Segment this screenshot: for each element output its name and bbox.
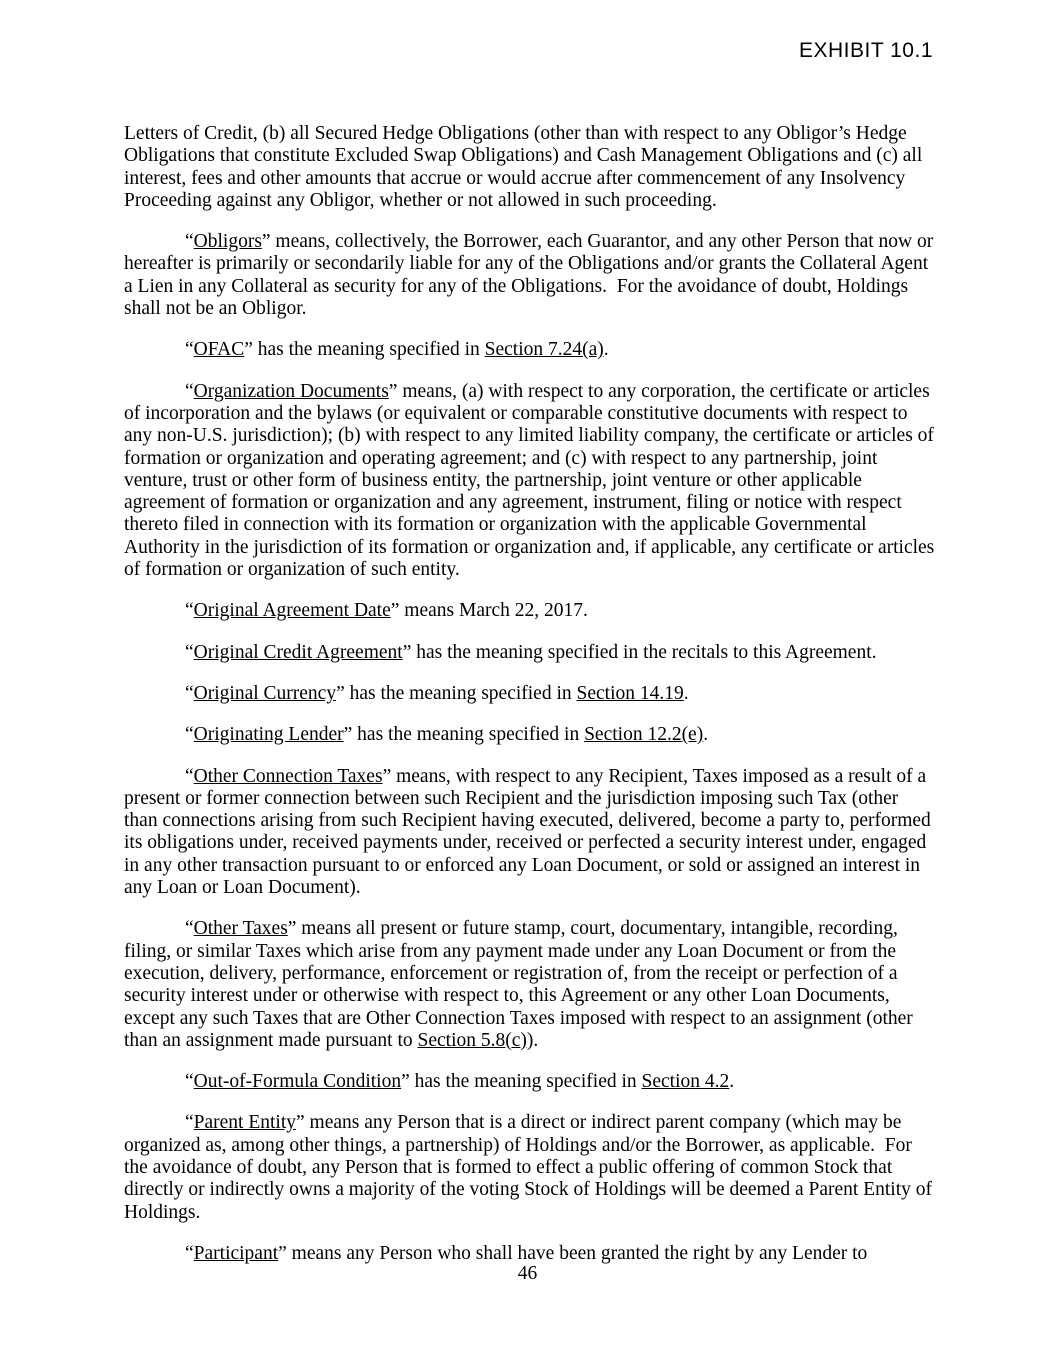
section-reference: Section 14.19 — [576, 682, 684, 704]
page-number: 46 — [517, 1263, 538, 1284]
paragraph — [124, 642, 935, 664]
section-reference: Section 4.2 — [641, 1071, 730, 1093]
defined-term: OFAC — [193, 339, 245, 361]
paragraph-text: ” means, (a) with respect to any corporation, the certificate or articles of incorporation and the bylaws (or equivalent or comparable constitutive documents with respect to any non-U.S. jurisdiction); (b) with respect to any limited liability company, the certificate or articles of formation or organization and operating agreement; and (c) with respect to any partnership, joint venture, trust or other form of business entity, the partnership, joint venture or other applicable agreement of formation or organization and any agreement, instrument, filing or notice with respect thereto filed in connection with its formation or organization with the applicable Governmental Authority in the jurisdiction of its formation or organization and, if applicable, any certificate or articles of formation or organization of such entity. — [124, 380, 940, 581]
paragraph-text: “ — [185, 339, 194, 361]
paragraph — [124, 231, 939, 320]
paragraph — [124, 683, 935, 705]
paragraph-text: ” has the meaning specified in — [244, 339, 485, 361]
defined-term: Participant — [193, 1242, 279, 1264]
paragraph-text: Letters of Credit, (b) all Secured Hedge Obligations (other than with respect to any Obligor’s Hedge Obligations that constitute Excluded Swap Obligations) and Cash Management Obligations and (c) all interest, fees and other amounts that accrue or would accrue after commencement of any Insolvency Proceeding against any Obligor, whether or not allowed in such proceeding. — [124, 123, 928, 211]
paragraph-text: ” means any Person that is a direct or indirect parent company (which may be organized as, among other things, a partnership) of Holdings and/or the Borrower, as applicable. For the avoidance of doubt, any Person that is formed to effect a public offering of common Stock that directly or indirectly owns a majority of the voting Stock of Holdings will be deemed a Parent Entity of Holdings. — [124, 1112, 937, 1223]
section-reference: Section 5.8(c) — [417, 1029, 527, 1051]
defined-term: Out-of-Formula Condition — [193, 1071, 402, 1093]
paragraph — [124, 724, 935, 746]
paragraph-text: “ — [185, 1112, 194, 1134]
paragraph-text: “ — [185, 1242, 194, 1264]
paragraph — [124, 766, 935, 900]
defined-term: Other Connection Taxes — [193, 765, 383, 787]
defined-term: Other Taxes — [193, 918, 288, 940]
paragraph-text: ” has the meaning specified in — [401, 1071, 642, 1093]
exhibit-header: EXHIBIT 10.1 — [798, 39, 933, 62]
paragraph-text: ” has the meaning specified in the recitals to this Agreement. — [402, 641, 877, 663]
defined-term: Parent Entity — [193, 1112, 297, 1134]
paragraph-text: ” means any Person who shall have been granted the right by any Lender to — [278, 1242, 868, 1264]
paragraph — [124, 339, 935, 361]
paragraph-text: “ — [185, 641, 194, 663]
paragraph-text: “ — [185, 600, 194, 622]
paragraph-text: . — [729, 1071, 735, 1093]
paragraph-text: ” means March 22, 2017. — [390, 600, 588, 622]
paragraph-text: “ — [185, 231, 194, 253]
defined-term: Original Currency — [193, 682, 337, 704]
paragraph-text: “ — [185, 918, 194, 940]
paragraph — [124, 1071, 935, 1093]
paragraph — [124, 600, 935, 622]
paragraph — [124, 123, 935, 212]
paragraph-text: ” means, with respect to any Recipient, Taxes imposed as a result of a present or former connection between such Recipient and the jurisdiction imposing such Tax (other than connections arising from such Recipient having executed, delivered, become a party to, performed its obligations under, received payments under, received or perfected a security interest under, engaged in any other transaction pursuant to or enforced any Loan Document, or sold or assigned an interest in any Loan or Loan Document). — [124, 765, 936, 899]
defined-term: Originating Lender — [193, 724, 344, 746]
paragraph-text: “ — [185, 724, 194, 746]
paragraph — [124, 1112, 935, 1223]
paragraph-text: ” means, collectively, the Borrower, each Guarantor, and any other Person that now or hereafter is primarily or secondarily liable for any of the Obligations and/or grants the Collateral Agent a Lien in any Collateral as security for any of the Obligations. For the avoidance of doubt, Holdings shall not be an Obligor. — [124, 231, 939, 320]
paragraph-text: . — [703, 724, 709, 746]
paragraph-text: ). — [526, 1029, 539, 1051]
paragraph-text: ” has the meaning specified in — [336, 682, 577, 704]
paragraph-text: . — [603, 339, 609, 361]
paragraph-text: ” means all present or future stamp, court, documentary, intangible, recording, filing, or similar Taxes which arise from any payment made under any Loan Document or from the execution, delivery, performance, enforcement or registration of, from the receipt or perfection of a security interest under or otherwise with respect to, this Agreement or any other Loan Documents, except any such Taxes that are Other Connection Taxes imposed with respect to an assignment (other than an assignment made pursuant to — [124, 918, 918, 1051]
paragraph-text: “ — [185, 765, 194, 787]
paragraph-text: ” has the meaning specified in — [343, 724, 585, 746]
paragraph — [124, 380, 940, 582]
defined-term: Obligors — [193, 231, 262, 253]
paragraph-text: “ — [185, 1071, 194, 1093]
defined-term: Original Agreement Date — [193, 600, 391, 622]
defined-term: Organization Documents — [193, 380, 389, 402]
document-body — [124, 123, 940, 1284]
paragraph — [124, 918, 935, 1052]
paragraph-text: “ — [185, 380, 194, 402]
paragraph-text: “ — [185, 682, 194, 704]
section-reference: Section 12.2(e) — [584, 724, 704, 746]
paragraph — [124, 1243, 935, 1265]
section-reference: Section 7.24(a) — [484, 339, 604, 361]
paragraph-text: . — [683, 682, 689, 704]
defined-term: Original Credit Agreement — [193, 641, 403, 663]
